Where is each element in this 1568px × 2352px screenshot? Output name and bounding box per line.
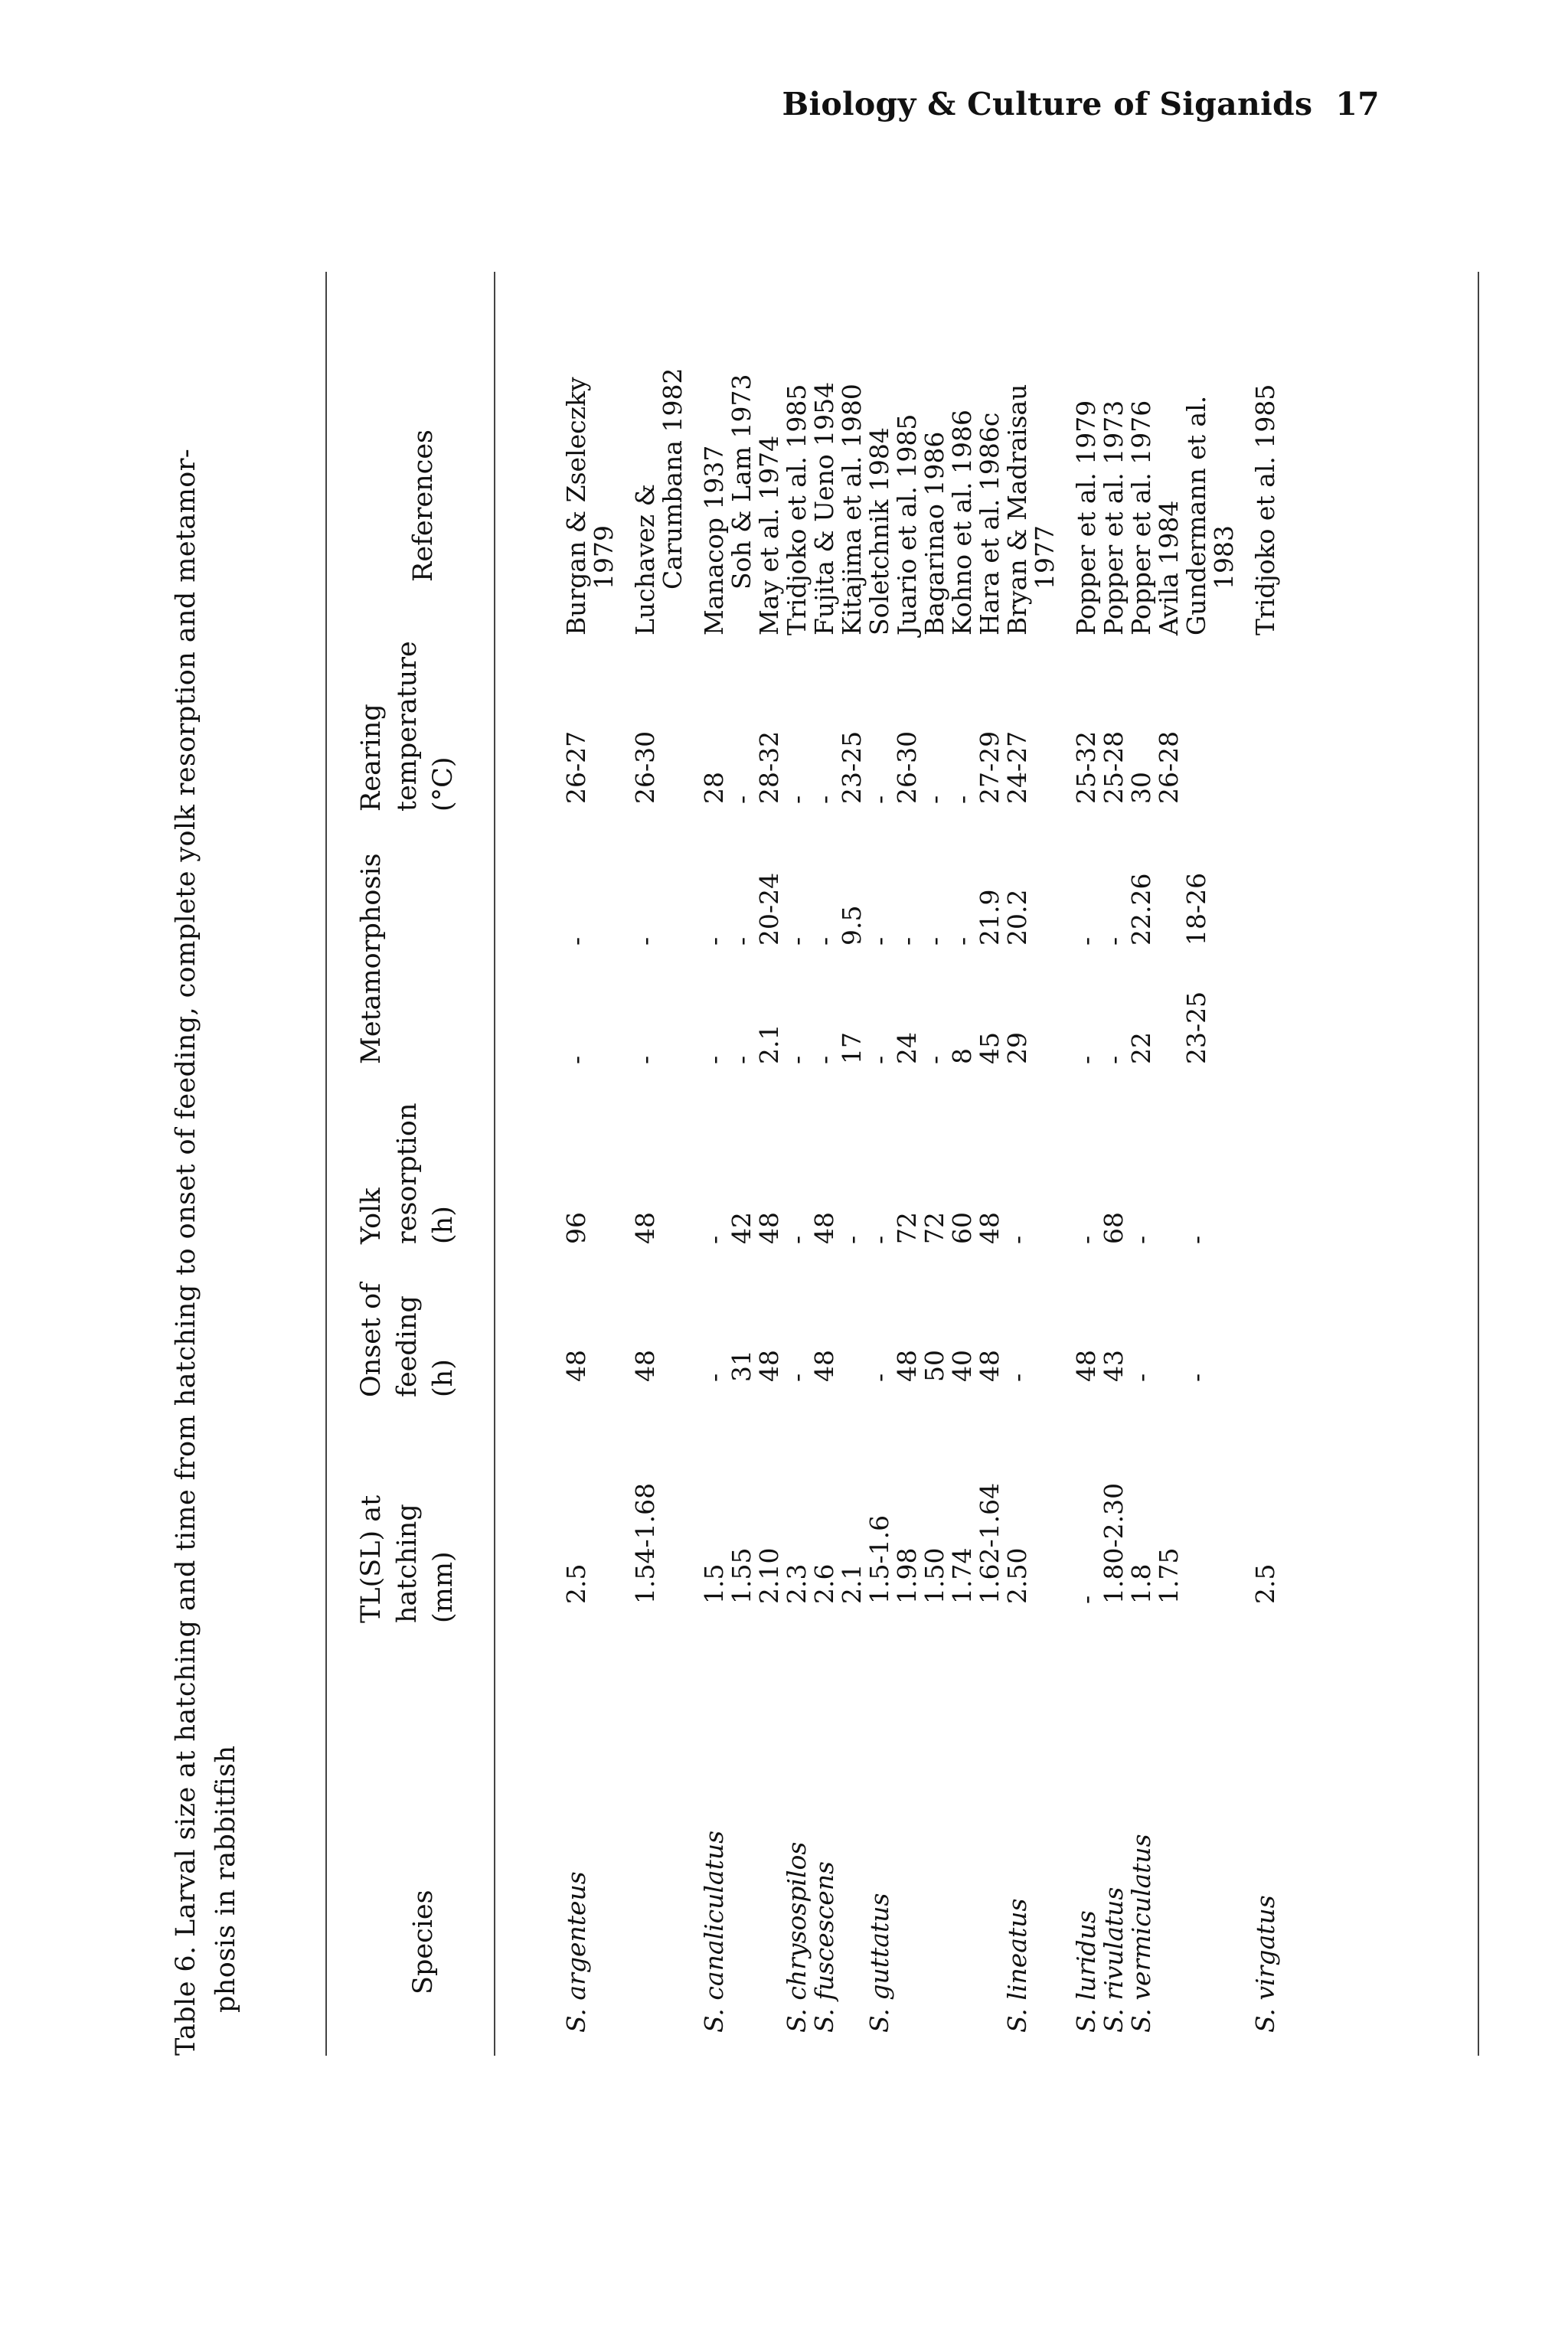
header-species: Species — [408, 1890, 439, 1994]
cell-ref: 1983 — [1209, 525, 1239, 590]
cell-ref: Kohno et al. 1986 — [947, 410, 977, 635]
cell-yolk: - — [699, 1235, 729, 1244]
cell-species: S. chrysospilos — [782, 1841, 812, 2033]
cell-meta2: - — [864, 936, 894, 946]
cell-meta2: - — [561, 936, 591, 946]
cell-meta1: - — [727, 1055, 756, 1064]
cell-temp: 24-27 — [1002, 730, 1032, 804]
cell-feeding: - — [1126, 1373, 1156, 1382]
cell-yolk: 72 — [920, 1212, 949, 1244]
cell-meta1: 23-25 — [1181, 991, 1211, 1064]
cell-meta1: 45 — [975, 1032, 1004, 1064]
cell-temp: 26-30 — [892, 730, 922, 804]
caption-line-2: phosis in rabbitfish — [211, 1745, 241, 2013]
cell-ref: Hara et al. 1986c — [975, 412, 1004, 635]
cell-temp: - — [864, 795, 894, 804]
table-bottom-rule — [1478, 272, 1479, 2056]
cell-ref: Avila 1984 — [1154, 500, 1184, 635]
cell-tl: 2.3 — [782, 1563, 812, 1604]
cell-yolk: 48 — [975, 1212, 1004, 1244]
cell-yolk: - — [1071, 1235, 1101, 1244]
cell-temp: 23-25 — [837, 730, 867, 804]
cell-yolk: - — [1126, 1235, 1156, 1244]
cell-species: S. canaliculatus — [699, 1830, 729, 2033]
cell-meta2: - — [920, 936, 949, 946]
cell-tl: 1.62-1.64 — [975, 1482, 1004, 1604]
cell-species: S. virgatus — [1250, 1895, 1280, 2033]
cell-ref: Bagarinao 1986 — [920, 431, 949, 635]
cell-yolk: - — [1002, 1235, 1032, 1244]
cell-temp: 26-30 — [630, 730, 660, 804]
cell-meta2: - — [699, 936, 729, 946]
running-title: Biology & Culture of Siganids — [782, 86, 1313, 122]
cell-yolk: 68 — [1099, 1212, 1129, 1244]
cell-ref: Fujita & Ueno 1954 — [809, 381, 839, 635]
cell-meta2: - — [630, 936, 660, 946]
cell-temp: - — [727, 795, 756, 804]
cell-tl: 2.5 — [1250, 1563, 1280, 1604]
cell-meta1: - — [864, 1055, 894, 1064]
header-temp: Rearing temperature (°C) — [356, 641, 459, 812]
cell-temp: 25-28 — [1099, 730, 1129, 804]
cell-meta2: 20.2 — [1002, 889, 1032, 946]
table-header-rule — [494, 272, 495, 2056]
cell-temp: 28-32 — [754, 730, 784, 804]
cell-species: S. argenteus — [561, 1871, 591, 2033]
rotated-table-block — [168, 256, 1508, 2056]
cell-feeding: - — [699, 1373, 729, 1382]
cell-meta2: - — [782, 936, 812, 946]
cell-meta2: - — [892, 936, 922, 946]
cell-meta1: - — [699, 1055, 729, 1064]
cell-ref: Gundermann et al. — [1181, 395, 1211, 635]
page-number: 17 — [1335, 86, 1380, 122]
cell-meta1: 17 — [837, 1032, 867, 1064]
cell-temp: 26-27 — [561, 730, 591, 804]
cell-temp: - — [920, 795, 949, 804]
cell-tl: 2.6 — [809, 1563, 839, 1604]
cell-species: S. luridus — [1071, 1910, 1101, 2033]
cell-feeding: 48 — [975, 1350, 1004, 1382]
cell-ref: Burgan & Zseleczky — [561, 377, 591, 635]
cell-feeding: - — [1002, 1373, 1032, 1382]
cell-meta2: 22.26 — [1126, 873, 1156, 946]
cell-tl: 1.5 — [699, 1563, 729, 1604]
header-metamorphosis: Metamorphosis — [356, 853, 387, 1064]
cell-temp: 25-32 — [1071, 730, 1101, 804]
caption-line-1: Table 6. Larval size at hatching and time from hatching to onset of feeding, complete yolk resorption and metamor- — [171, 448, 201, 2056]
cell-tl: - — [1071, 1595, 1101, 1604]
cell-meta1: 8 — [947, 1048, 977, 1064]
cell-tl: 1.54-1.68 — [630, 1482, 660, 1604]
cell-species: S. fuscescens — [809, 1861, 839, 2033]
cell-tl: 1.98 — [892, 1547, 922, 1604]
cell-ref: Bryan & Madraisau — [1002, 384, 1032, 635]
cell-yolk: 48 — [754, 1212, 784, 1244]
cell-ref: Kitajima et al. 1980 — [837, 384, 867, 635]
cell-ref: Luchavez & — [630, 484, 660, 635]
cell-species: S. vermiculatus — [1126, 1834, 1156, 2033]
cell-tl: 2.5 — [561, 1563, 591, 1604]
cell-yolk: 60 — [947, 1212, 977, 1244]
cell-yolk: 48 — [630, 1212, 660, 1244]
cell-meta1: - — [630, 1055, 660, 1064]
cell-yolk: 96 — [561, 1212, 591, 1244]
cell-tl: 1.5-1.6 — [864, 1514, 894, 1604]
cell-ref: Popper et al. 1979 — [1071, 400, 1101, 635]
cell-feeding: 50 — [920, 1350, 949, 1382]
cell-meta2: 18-26 — [1181, 872, 1211, 946]
cell-meta1: - — [809, 1055, 839, 1064]
cell-meta2: 9.5 — [837, 905, 867, 946]
cell-meta1: - — [1099, 1055, 1129, 1064]
cell-yolk: 48 — [809, 1212, 839, 1244]
cell-tl: 1.75 — [1154, 1547, 1184, 1604]
header-references: References — [408, 430, 439, 582]
cell-meta1: - — [782, 1055, 812, 1064]
cell-feeding: 48 — [630, 1350, 660, 1382]
cell-feeding: 48 — [754, 1350, 784, 1382]
cell-temp: 30 — [1126, 772, 1156, 804]
cell-ref: Popper et al. 1976 — [1126, 400, 1156, 635]
cell-temp: - — [947, 795, 977, 804]
cell-tl: 2.50 — [1002, 1547, 1032, 1604]
cell-yolk: - — [1181, 1235, 1211, 1244]
header-tl: TL(SL) at hatching (mm) — [356, 1494, 459, 1623]
cell-species: S. lineatus — [1002, 1898, 1032, 2033]
cell-ref: Juario et al. 1985 — [892, 413, 922, 635]
cell-species: S. guttatus — [864, 1893, 894, 2033]
cell-feeding: - — [1181, 1373, 1211, 1382]
cell-ref: 1977 — [1030, 525, 1060, 590]
cell-feeding: 48 — [809, 1350, 839, 1382]
cell-meta1: 24 — [892, 1032, 922, 1064]
cell-temp: 28 — [699, 772, 729, 804]
cell-meta1: 2.1 — [754, 1024, 784, 1064]
cell-feeding: - — [864, 1373, 894, 1382]
cell-tl: 1.80-2.30 — [1099, 1482, 1129, 1604]
cell-meta2: 21.9 — [975, 889, 1004, 946]
cell-temp: 27-29 — [975, 730, 1004, 804]
running-header — [782, 86, 1380, 122]
cell-meta2: - — [947, 936, 977, 946]
cell-tl: 1.55 — [727, 1547, 756, 1604]
cell-feeding: 40 — [947, 1350, 977, 1382]
cell-yolk: - — [837, 1235, 867, 1244]
cell-ref: Tridjoko et al. 1985 — [782, 384, 812, 635]
cell-tl: 1.50 — [920, 1547, 949, 1604]
cell-tl: 2.1 — [837, 1563, 867, 1604]
cell-ref: Soh & Lam 1973 — [727, 374, 756, 590]
cell-species: S. rivulatus — [1099, 1886, 1129, 2033]
header-yolk: Yolk resorption (h) — [356, 1102, 459, 1244]
cell-meta2: - — [809, 936, 839, 946]
header-feeding: Onset of feeding (h) — [356, 1282, 459, 1397]
cell-meta2: - — [1099, 936, 1129, 946]
cell-tl: 1.8 — [1126, 1563, 1156, 1604]
cell-tl: 1.74 — [947, 1547, 977, 1604]
cell-meta2: - — [727, 936, 756, 946]
cell-ref: Tridjoko et al. 1985 — [1250, 384, 1280, 635]
cell-yolk: 72 — [892, 1212, 922, 1244]
cell-ref: Carumbana 1982 — [658, 368, 688, 590]
cell-yolk: - — [782, 1235, 812, 1244]
cell-temp: 26-28 — [1154, 730, 1184, 804]
cell-feeding: 31 — [727, 1350, 756, 1382]
cell-ref: Popper et al. 1973 — [1099, 400, 1129, 635]
cell-meta1: - — [561, 1055, 591, 1064]
cell-ref: Manacop 1937 — [699, 445, 729, 635]
cell-ref: May et al. 1974 — [754, 435, 784, 635]
cell-meta1: - — [920, 1055, 949, 1064]
cell-feeding: 43 — [1099, 1350, 1129, 1382]
cell-ref: Soletchnik 1984 — [864, 427, 894, 635]
cell-meta1: 22 — [1126, 1032, 1156, 1064]
cell-yolk: - — [864, 1235, 894, 1244]
table-top-rule — [325, 272, 327, 2056]
cell-feeding: - — [782, 1373, 812, 1382]
cell-temp: - — [809, 795, 839, 804]
cell-meta2: - — [1071, 936, 1101, 946]
cell-yolk: 42 — [727, 1212, 756, 1244]
cell-meta1: - — [1071, 1055, 1101, 1064]
cell-feeding: 48 — [1071, 1350, 1101, 1382]
cell-feeding: 48 — [561, 1350, 591, 1382]
cell-feeding: 48 — [892, 1350, 922, 1382]
cell-meta2: 20-24 — [754, 872, 784, 946]
cell-ref: 1979 — [589, 525, 619, 590]
cell-tl: 2.10 — [754, 1547, 784, 1604]
cell-temp: - — [782, 795, 812, 804]
cell-meta1: 29 — [1002, 1032, 1032, 1064]
